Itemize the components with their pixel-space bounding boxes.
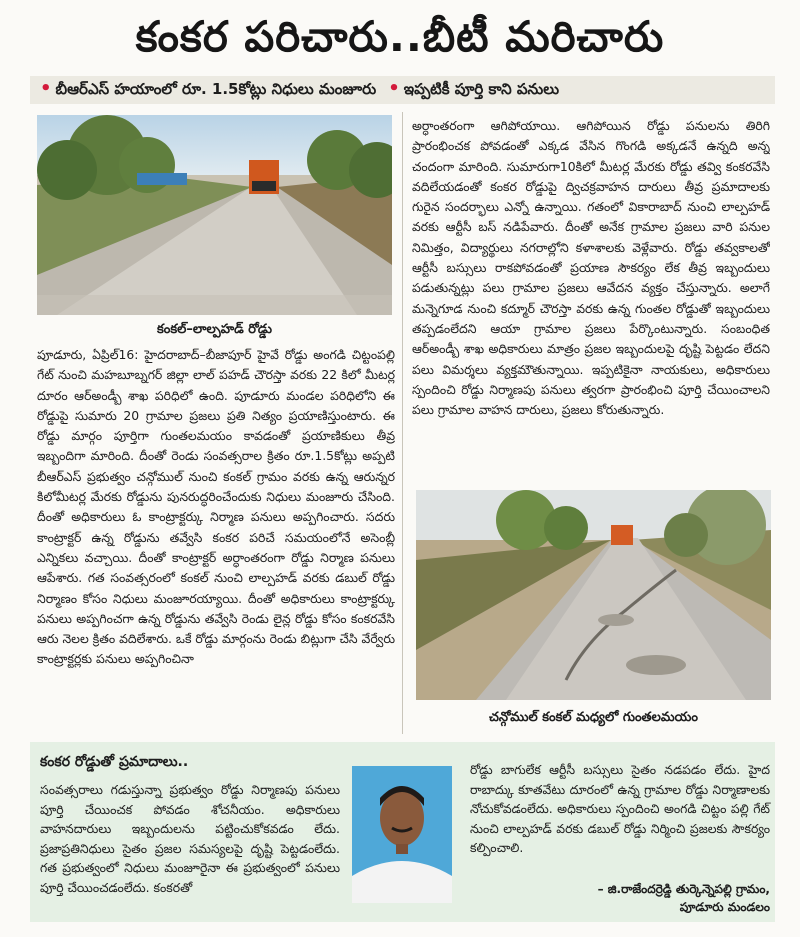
- bullet-dot-icon: •: [40, 78, 52, 99]
- signature-place: పూడూరు మండలం: [679, 900, 770, 914]
- subheading-bar: [30, 76, 775, 104]
- body-column-left: [37, 345, 395, 735]
- subhead-2-text: ఇప్పటికీ పూర్తి కాని పనులు: [403, 80, 560, 98]
- signature-name: – జి.రాజేందర్రెడ్డి తుర్కెన్నెపల్లి గ్రామం,: [597, 882, 770, 896]
- column-divider: [402, 112, 403, 734]
- quote-signature: [470, 880, 770, 916]
- photo2-caption: చన్గోముల్ కంకల్ మధ్యలో గుంతలమయం: [489, 710, 698, 725]
- body-column-right: [412, 116, 770, 476]
- quote-box-right-text: రోడ్డు బాగులేక ఆర్టీసీ బస్సులు సైతం నడపడం లేదు. హైద రాబాద్కు కూతవేటు దూరంలో ఉన్న గ్రామాల రోడ్డు నిర్మాణాలకు నోచుకోవడంలేదు. అధికారులు స్పందించి అంగడి చిట్టం పల్లి గేట్ నుంచి లాల్పహడ్ వరకు డబుల్ రోడ్డు నిర్మించి ప్రజలకు సౌకర్యం కల్పించాలి.: [470, 762, 770, 855]
- photo-gravel-road: [37, 115, 392, 315]
- headline: కంకర పరిచారు..బీటీ మరిచారు: [135, 12, 665, 61]
- bullet-dot-icon: •: [388, 78, 400, 99]
- photo1-caption: కంకల్–లాల్పహడ్ రోడ్డు: [156, 322, 272, 337]
- subhead-2: [388, 78, 559, 102]
- quote-box-title: కంకర రోడ్డుతో ప్రమాదాలు..: [40, 754, 189, 770]
- subhead-1: [40, 78, 376, 102]
- photo-potholed-road: [416, 490, 771, 700]
- quote-box-left-text: సంవత్సరాలు గడుస్తున్నా ప్రభుత్వం రోడ్డు నిర్మాణపు పనులు పూర్తి చేయించక పోవడం శోచనీయం. అధికారులు వాహనదారులు ఇబ్బందులను పట్టించుకోకవడం లేదు. ప్రజాప్రతినిధులు సైతం ప్రజల సమస్యలపై దృష్టి పెట్టడంలేదు. గత ప్రభుత్వంలో నిధులు మంజూరైనా ఈ ప్రభుత్వంలో పనులు పూర్తి చేయించడంలేదు. కంకరతో: [40, 782, 340, 895]
- subhead-1-text: బీఆర్ఎస్ హయాంలో రూ. 1.5కోట్లు నిధులు మంజూరు: [55, 80, 377, 98]
- portrait-photo: [352, 766, 452, 903]
- body-left-text: పూడూరు, ఏప్రిల్16: హైదరాబాద్–బీజాపూర్ హైవే రోడ్డు అంగడి చిట్టంపల్లి గేట్ నుంచి మహబూబ్నగర్ జిల్లా లాల్ పహడ్ చౌరస్తా వరకు 22 కిలో మీటర్ల దూరం ఆర్అండ్బీ శాఖ పరిధిలో ఉంది. పూడూరు మండల పరిధిలోని ఈ రోడ్డుపై సుమారు 20 గ్రామాల ప్రజలు ప్రతి నిత్యం ప్రయాణిస్తుంటారు. ఈ రోడ్డు మార్గం పూర్తిగా గుంతలమయం కావడంతో ప్రయాణికులు తీవ్ర ఇబ్బందిగా మారింది. దీంతో రెండు సంవత్సరాల క్రితం రూ.1.5కోట్లు అప్పటి బీఆర్ఎస్ ప్రభుత్వం చన్గోముల్ నుంచి కంకల్ గ్రామం వరకు ఉన్న ఆరున్నర కిలోమీటర్ల మేరకు రోడ్డును పునరుద్ధరించేందుకు నిధులు మంజూరు చేసింది. దీంతో అధికారులు ఓ కాంట్రాక్టర్కు నిర్మాణ పనులు అప్పగించారు. సదరు కాంట్రాక్టర్ ఉన్న రోడ్డును తవ్వేసి కంకర పరిచే సమయంలోనే అసెంబ్లీ ఎన్నికలు వచ్చాయి. దీంతో కాంట్రాక్టర్ అర్ధాంతరంగా రోడ్డు నిర్మాణ పనులు ఆపేశారు. గత సంవత్సరంలో కంకల్ నుంచి లాల్పహడ్ వరకు డబుల్ రోడ్డు నిర్మాణం కోసం నిధులు మంజూరయ్యాయి. దీంతో అధికారులు కాంట్రాక్టర్కు పనులు అప్పగించగా ఉన్న రోడ్డును తవ్వేసి రెండు లైన్ల రోడ్డు కోసం కంకరవేసి ఆరు నెలల క్రితం వదిలేశారు. ఒకే రోడ్డు మార్గంను రెండు బిట్లుగా చేసి వేర్వేరు కాంట్రాక్టర్లకు పనులు అప్పగించినా: [37, 347, 395, 667]
- body-right-text: అర్ధాంతరంగా ఆగిపోయాయి. ఆగిపోయిన రోడ్డు పనులను తిరిగి ప్రారంభించక పోవడంతో ఎక్కడ వేసిన గొంగడి అక్కడనే ఉన్నది అన్న చందంగా మారింది. సుమారుగా10కిలో మీటర్ల మేరకు రోడ్డు తవ్వి కంకరవేసి వదిలేయడంతో కంకర రోడ్డుపై ద్విచక్రవాహన దారులు తీవ్ర ప్రమాదాలకు గురైన సందర్భాలు ఎన్నో ఉన్నాయి. గతంలో వికారాబాద్ నుంచి లాల్పహడ్ వరకు ఆర్టీసీ బస్ నడిపేవారు. దీంతో అనేక గ్రామాల ప్రజలు వారి పనుల నిమిత్తం, విద్యార్థులు నగరాల్లోని కళాశాలకు వెళ్లేవారు. రోడ్డు తవ్వకాలతో ఆర్టీసీ బస్సులు రాకపోవడంతో ప్రయాణ సౌకర్యం లేక తీవ్ర ఇబ్బందులు పడుతున్నట్లు పలు గ్రామాల ప్రజలు ఆవేదన వ్యక్తం చేస్తున్నారు. అలాగే మన్నెగూడ నుంచి కద్మూర్ చౌరస్తా వరకు ఉన్న గుంతల రోడ్డుతో ఇబ్బందులు తప్పడంలేదని ఆయా గ్రామాల ప్రజలు పేర్కొంటున్నారు. సంబంధిత ఆర్అండ్బీ శాఖ అధికారులు మాత్రం ప్రజల ఇబ్బందులపై దృష్టి పెట్టడం లేదని పలు విమర్శలు వ్యక్తమౌతున్నాయి. ఇప్పటికైనా నాయకులు, అధికారులు స్పందించి రోడ్డు నిర్మాణపు పనులు త్వరగా ప్రారంభించి పూర్తి చేయించాలని పలు గ్రామాల వాహన దారులు, ప్రజలు కోరుతున్నారు.: [412, 118, 770, 418]
